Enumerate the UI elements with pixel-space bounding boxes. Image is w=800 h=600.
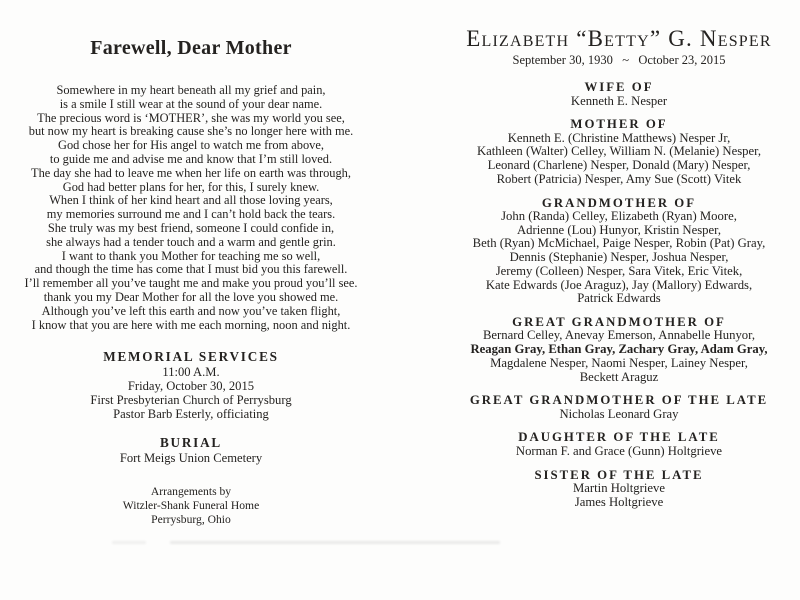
relative-name-line: Kathleen (Walter) Celley, William N. (Melanie) Nesper, bbox=[476, 144, 762, 159]
left-page bbox=[15, 36, 367, 526]
scan-smudge bbox=[112, 541, 146, 544]
memorial-detail-line: First Presbyterian Church of Perrysburg bbox=[90, 393, 292, 408]
poem-line: She truly was my best friend, someone I could confide in, bbox=[47, 220, 335, 235]
poem-line: I want to thank you Mother for teaching me so well, bbox=[61, 248, 321, 263]
deceased-name: Elizabeth “Betty” G. Nesper bbox=[466, 26, 772, 51]
arrangements-line: Witzler-Shank Funeral Home bbox=[122, 498, 260, 512]
arrangements-details bbox=[15, 485, 367, 526]
section-heading: GRANDMOTHER OF bbox=[541, 195, 697, 210]
burial-details bbox=[15, 451, 367, 465]
memorial-services-heading: MEMORIAL SERVICES bbox=[103, 349, 279, 365]
relative-name-line: Beth (Ryan) McMichael, Paige Nesper, Robin (Pat) Gray, bbox=[472, 236, 766, 251]
section-grandmother-of bbox=[443, 196, 795, 306]
relative-name-line: Jeremy (Colleen) Nesper, Sara Vitek, Eric Vitek, bbox=[495, 263, 743, 278]
poem-line: and though the time has come that I must bid you this farewell. bbox=[34, 262, 348, 277]
section-heading: MOTHER OF bbox=[570, 117, 668, 132]
scan-smudge bbox=[170, 541, 500, 544]
poem-line: When I think of her kind heart and all those loving years, bbox=[49, 193, 333, 208]
poem-line: I’ll remember all you’ve taught me and make you proud you’ll see. bbox=[24, 276, 358, 291]
relative-name-line: James Holtgrieve bbox=[574, 494, 664, 509]
burial-section bbox=[15, 435, 367, 465]
section-names bbox=[443, 329, 795, 384]
section-heading: DAUGHTER OF THE LATE bbox=[518, 430, 720, 445]
relative-name-line: Beckett Araguz bbox=[579, 369, 659, 384]
relative-name-line: Reagan Gray, Ethan Gray, Zachary Gray, Adam Gray, bbox=[470, 342, 768, 357]
poem-line: she always had a tender touch and a warm and gentle grin. bbox=[46, 234, 336, 249]
poem-line: Although you’ve left this earth and now you’ve taken flight, bbox=[41, 303, 341, 318]
arrangements-section bbox=[15, 485, 367, 526]
arrangements-line: Arrangements by bbox=[150, 485, 232, 499]
section-great-grandmother-of bbox=[443, 315, 795, 384]
memorial-detail-line: 11:00 A.M. bbox=[162, 365, 220, 380]
poem-line: but now my heart is breaking cause she’s no longer here with me. bbox=[28, 124, 354, 139]
section-names bbox=[443, 210, 795, 306]
relative-name-line: John (Randa) Celley, Elizabeth (Ryan) Moore, bbox=[501, 209, 737, 224]
burial-heading: BURIAL bbox=[159, 435, 223, 451]
section-heading: GREAT GRANDMOTHER OF bbox=[512, 314, 726, 329]
deceased-dates: September 30, 1930 ~ October 23, 2015 bbox=[512, 53, 726, 67]
memorial-detail-line: Friday, October 30, 2015 bbox=[127, 379, 255, 394]
section-heading: WIFE OF bbox=[584, 80, 654, 94]
right-page bbox=[443, 26, 795, 510]
poem-line: The day she had to leave me when her life on earth was through, bbox=[31, 165, 351, 180]
burial-detail-line: Fort Meigs Union Cemetery bbox=[119, 451, 263, 466]
relative-name-line: Nicholas Leonard Gray bbox=[559, 406, 679, 421]
section-names bbox=[443, 132, 795, 187]
relative-name-line: Kenneth E. (Christine Matthews) Nesper Jr, bbox=[507, 130, 731, 145]
relative-name-line: Leonard (Charlene) Nesper, Donald (Mary) Nesper, bbox=[487, 158, 751, 173]
farewell-poem bbox=[15, 84, 367, 332]
relative-name-line: Magdalene Nesper, Naomi Nesper, Lainey Nesper, bbox=[490, 355, 748, 370]
poem-line: God had better plans for her, for this, I surely knew. bbox=[62, 179, 320, 194]
relative-name-line: Kate Edwards (Joe Araguz), Jay (Mallory) Edwards, bbox=[485, 277, 753, 292]
poem-line: is a smile I still wear at the sound of your dear name. bbox=[59, 96, 323, 111]
memorial-services-section bbox=[15, 349, 367, 421]
poem-line: God chose her for His angel to watch me from above, bbox=[58, 138, 324, 153]
section-mother-of bbox=[443, 117, 795, 186]
relative-name-line: Martin Holtgrieve bbox=[573, 481, 665, 496]
section-names bbox=[443, 482, 795, 509]
relative-name-line: Kenneth E. Nesper bbox=[570, 93, 668, 108]
relative-name-line: Adrienne (Lou) Hunyor, Kristin Nesper, bbox=[516, 222, 722, 237]
section-sister-of-the-late bbox=[443, 468, 795, 510]
poem-line: Somewhere in my heart beneath all my grief and pain, bbox=[56, 83, 326, 97]
section-names bbox=[443, 95, 795, 109]
relative-name-line: Patrick Edwards bbox=[577, 291, 661, 306]
relative-name-line: Robert (Patricia) Nesper, Amy Sue (Scott) Vitek bbox=[496, 171, 742, 186]
poem-title: Farewell, Dear Mother bbox=[90, 37, 292, 59]
section-heading: GREAT GRANDMOTHER OF THE LATE bbox=[469, 393, 769, 408]
section-daughter-of-the-late bbox=[443, 430, 795, 458]
poem-line: to guide me and advise me and know that I’m still loved. bbox=[49, 151, 333, 166]
section-great-grandmother-of-the-late bbox=[443, 393, 795, 421]
memorial-detail-line: Pastor Barb Esterly, officiating bbox=[113, 407, 269, 422]
relative-name-line: Norman F. and Grace (Gunn) Holtgrieve bbox=[515, 443, 723, 458]
poem-line: I know that you are here with me each morning, noon and night. bbox=[31, 317, 351, 332]
section-names bbox=[443, 445, 795, 459]
arrangements-line: Perrysburg, Ohio bbox=[151, 512, 231, 526]
relative-name-line: Bernard Celley, Anevay Emerson, Annabelle Hunyor, bbox=[482, 328, 756, 343]
section-names bbox=[443, 408, 795, 422]
section-heading: SISTER OF THE LATE bbox=[534, 467, 704, 482]
poem-line: thank you my Dear Mother for all the love you showed me. bbox=[43, 289, 339, 304]
poem-line: my memories surround me and I can’t hold back the tears. bbox=[46, 207, 336, 222]
section-wife-of bbox=[443, 80, 795, 108]
poem-line: The precious word is ‘MOTHER’, she was my world you see, bbox=[37, 110, 345, 125]
relative-name-line: Dennis (Stephanie) Nesper, Joshua Nesper, bbox=[509, 250, 729, 265]
memorial-services-details bbox=[15, 365, 367, 421]
